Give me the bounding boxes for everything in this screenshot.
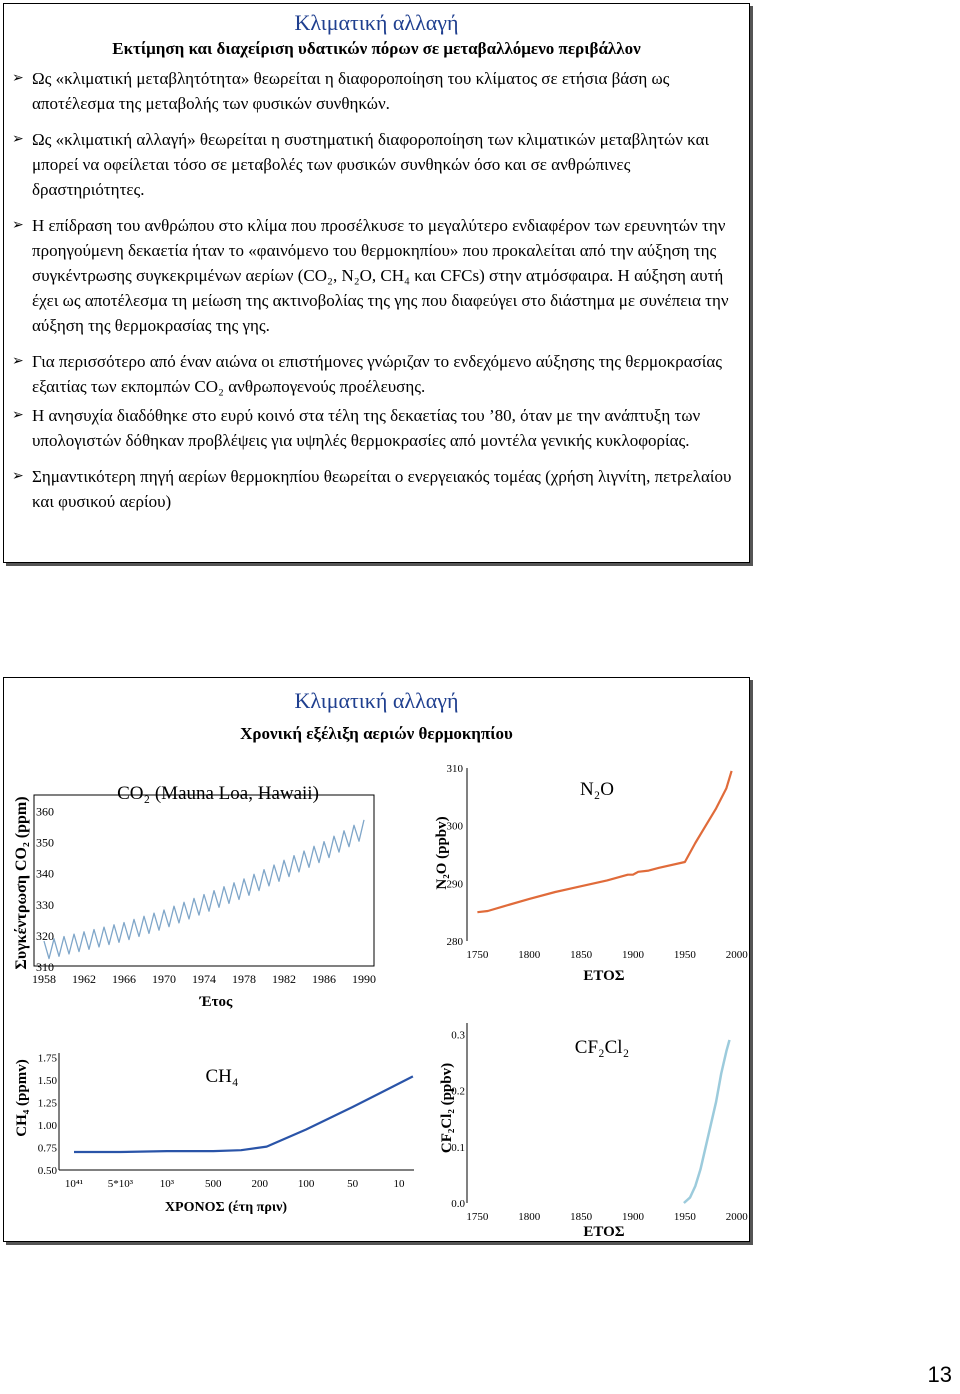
co2-x-tick: 1962 <box>72 972 96 986</box>
page-number: 13 <box>927 1362 952 1387</box>
co2-chart-title: CO₂ (Mauna Loa, Hawaii) <box>117 783 319 804</box>
cf2cl2-x-tick: 1900 <box>622 1211 645 1223</box>
cf2cl2-series-line <box>684 1040 730 1203</box>
bullet-item <box>10 66 744 116</box>
co2-x-label: Έτος <box>199 994 233 1010</box>
cf2cl2-y-tick: 0.3 <box>451 1029 465 1042</box>
n2o-x-tick: 1950 <box>673 949 696 961</box>
slide-title: Κλιματική αλλαγή <box>294 688 459 713</box>
bullet-item <box>10 127 744 202</box>
ch4-series-line <box>74 1076 413 1152</box>
ch4-y-tick: 1.75 <box>37 1052 57 1065</box>
slide-subtitle: Χρονική εξέλιξη αεριών θερμοκηπίου <box>240 724 513 743</box>
bullet-text: Σημαντικότερη πηγή αερίων θερμοκηπίου θεωρείται ο ενεργειακός τομέας (χρήση λιγνίτη, πετρελαίου και φυσικού αερίου) <box>32 467 732 511</box>
ch4-x-tick: 100 <box>297 1178 315 1190</box>
ch4-y-tick: 1.50 <box>37 1075 57 1087</box>
cf2cl2-y-tick: 0.1 <box>451 1141 465 1154</box>
ch4-x-label: ΧΡΟΝΟΣ (έτη πριν) <box>164 1200 288 1215</box>
n2o-x-tick: 1900 <box>622 949 645 961</box>
co2-x-tick: 1970 <box>152 972 176 986</box>
co2-y-tick: 320 <box>36 928 54 943</box>
bullet-text: Ως «κλιματική αλλαγή» θεωρείται η συστηματική διαφοροποίηση των κλιματικών μεταβλητών και μπορεί να οφείλεται τόσο σε μεταβολές των φυσικών συνθηκών όσο και σε ανθρώπινες δραστηριότητες. <box>32 130 710 199</box>
n2o-y-tick: 300 <box>446 820 463 833</box>
ch4-x-tick: 10 <box>393 1178 405 1190</box>
bullet-text: Η επίδραση του ανθρώπου στο κλίμα που προσέλκυσε το μεγαλύτερο ενδιαφέρον των ερευνητών την προηγούμενη δεκαετία ήταν το «φαινόμενο του θερμοκηπίου» που προκαλείται από την αύξηση της συγκέντρωσης συγκεκριμένων αερίων (CO₂, N₂O, CH₄ και CFCs) στην ατμόσφαιρα. Η αύξηση αυτή έχει ως αποτέλεσμα τη μείωση της ακτινοβολίας της γης που διαφεύγει στο διάστημα με συνέπεια την αύξηση της θερμοκρασίας της γης. <box>32 216 729 335</box>
n2o-x-tick: 1750 <box>466 949 489 961</box>
co2-y-tick: 360 <box>36 804 54 819</box>
ch4-x-tick: 500 <box>205 1178 222 1190</box>
co2-x-tick: 1978 <box>232 972 256 986</box>
arrow-bullet-icon: ➢ <box>12 71 24 86</box>
bullet-list <box>10 66 744 525</box>
bullet-item <box>10 213 744 338</box>
n2o-y-label: N₂O (ppbv) <box>434 816 450 890</box>
ch4-x-tick: 5*10³ <box>107 1178 134 1190</box>
bullet-text: Η ανησυχία διαδόθηκε στο ευρύ κοινό στα τέλη της δεκαετίας του ’80, όταν με την ανάπτυξη των υπολογιστών δόθηκαν προβλέψεις για υψηλές θερμοκρασίες από μοντέλα γενικής κυκλοφορίας. <box>32 406 701 450</box>
n2o-x-tick: 2000 <box>725 949 748 961</box>
cf2cl2-x-tick: 1800 <box>518 1211 541 1223</box>
bullet-text: Ως «κλιματική μεταβλητότητα» θεωρείται η διαφοροποίηση του κλίματος σε ετήσια βάση ως αποτέλεσμα της μεταβολής των φυσικών συνθηκών. <box>32 69 670 113</box>
n2o-y-tick: 290 <box>446 878 463 891</box>
n2o-x-label: ΕΤΟΣ <box>583 968 625 984</box>
ch4-y-tick: 0.75 <box>37 1142 57 1155</box>
co2-y-tick: 340 <box>36 866 54 881</box>
ch4-y-label: CH₄ (ppmv) <box>14 1059 30 1137</box>
co2-series-line <box>44 820 364 959</box>
ch4-x-tick: 10³ <box>159 1178 175 1190</box>
ch4-y-tick: 0.50 <box>37 1165 57 1177</box>
slide-title: Κλιματική αλλαγή <box>294 10 459 35</box>
arrow-bullet-icon: ➢ <box>12 408 24 423</box>
co2-x-tick: 1966 <box>112 972 136 986</box>
co2-y-tick: 330 <box>36 897 54 912</box>
slide-greenhouse-gases <box>3 677 750 1242</box>
n2o-chart-title: N₂O <box>579 779 615 800</box>
bullet-text: Για περισσότερο από έναν αιώνα οι επιστήμονες γνώριζαν το ενδεχόμενο αύξησης της θερμοκρασίας εξαιτίας των εκπομπών CO₂ ανθρωπογενούς προέλευσης. <box>32 352 722 396</box>
arrow-bullet-icon: ➢ <box>12 132 24 147</box>
ch4-chart-title: CH₄ <box>205 1066 239 1087</box>
arrow-bullet-icon: ➢ <box>12 218 24 233</box>
co2-y-label: Συγκέντρωση CO₂ (ppm) <box>13 796 30 970</box>
co2-x-tick: 1982 <box>272 972 296 986</box>
ch4-x-tick: 10⁴¹ <box>64 1178 84 1190</box>
bullet-item <box>10 464 744 514</box>
cf2cl2-x-label: ΕΤΟΣ <box>583 1224 625 1240</box>
n2o-y-tick: 280 <box>446 936 463 948</box>
cf2cl2-y-label: CF₂Cl₂ (ppbv) <box>439 1062 455 1154</box>
co2-y-tick: 310 <box>36 960 54 974</box>
ch4-x-tick: 200 <box>251 1178 268 1190</box>
arrow-bullet-icon: ➢ <box>12 354 24 369</box>
slide-subtitle: Εκτίμηση και διαχείριση υδατικών πόρων σε μεταβαλλόμενο περιβάλλον <box>112 39 641 58</box>
cf2cl2-x-tick: 1750 <box>466 1211 489 1223</box>
co2-x-tick: 1974 <box>192 972 216 986</box>
bullet-item <box>10 403 744 453</box>
slide-definitions <box>3 3 750 563</box>
co2-y-tick: 350 <box>36 835 54 850</box>
cf2cl2-x-tick: 1850 <box>570 1211 593 1223</box>
cf2cl2-chart-title: CF₂Cl₂ <box>574 1037 630 1058</box>
ch4-x-tick: 50 <box>347 1178 359 1190</box>
co2-x-tick: 1958 <box>32 972 56 986</box>
cf2cl2-y-tick: 0.2 <box>451 1085 465 1098</box>
bullet-item <box>10 349 744 399</box>
cf2cl2-x-tick: 2000 <box>725 1211 748 1223</box>
ch4-y-tick: 1.00 <box>37 1120 57 1132</box>
n2o-x-tick: 1800 <box>518 949 541 961</box>
co2-x-tick: 1986 <box>312 972 336 986</box>
greenhouse-gas-charts <box>4 678 751 1243</box>
cf2cl2-x-tick: 1950 <box>673 1211 696 1223</box>
n2o-x-tick: 1850 <box>570 949 593 961</box>
ch4-y-tick: 1.25 <box>37 1097 57 1110</box>
n2o-y-tick: 310 <box>446 763 463 775</box>
co2-x-tick: 1990 <box>352 972 376 986</box>
cf2cl2-y-tick: 0.0 <box>451 1198 465 1210</box>
co2-plot-frame <box>34 795 374 966</box>
arrow-bullet-icon: ➢ <box>12 469 24 484</box>
